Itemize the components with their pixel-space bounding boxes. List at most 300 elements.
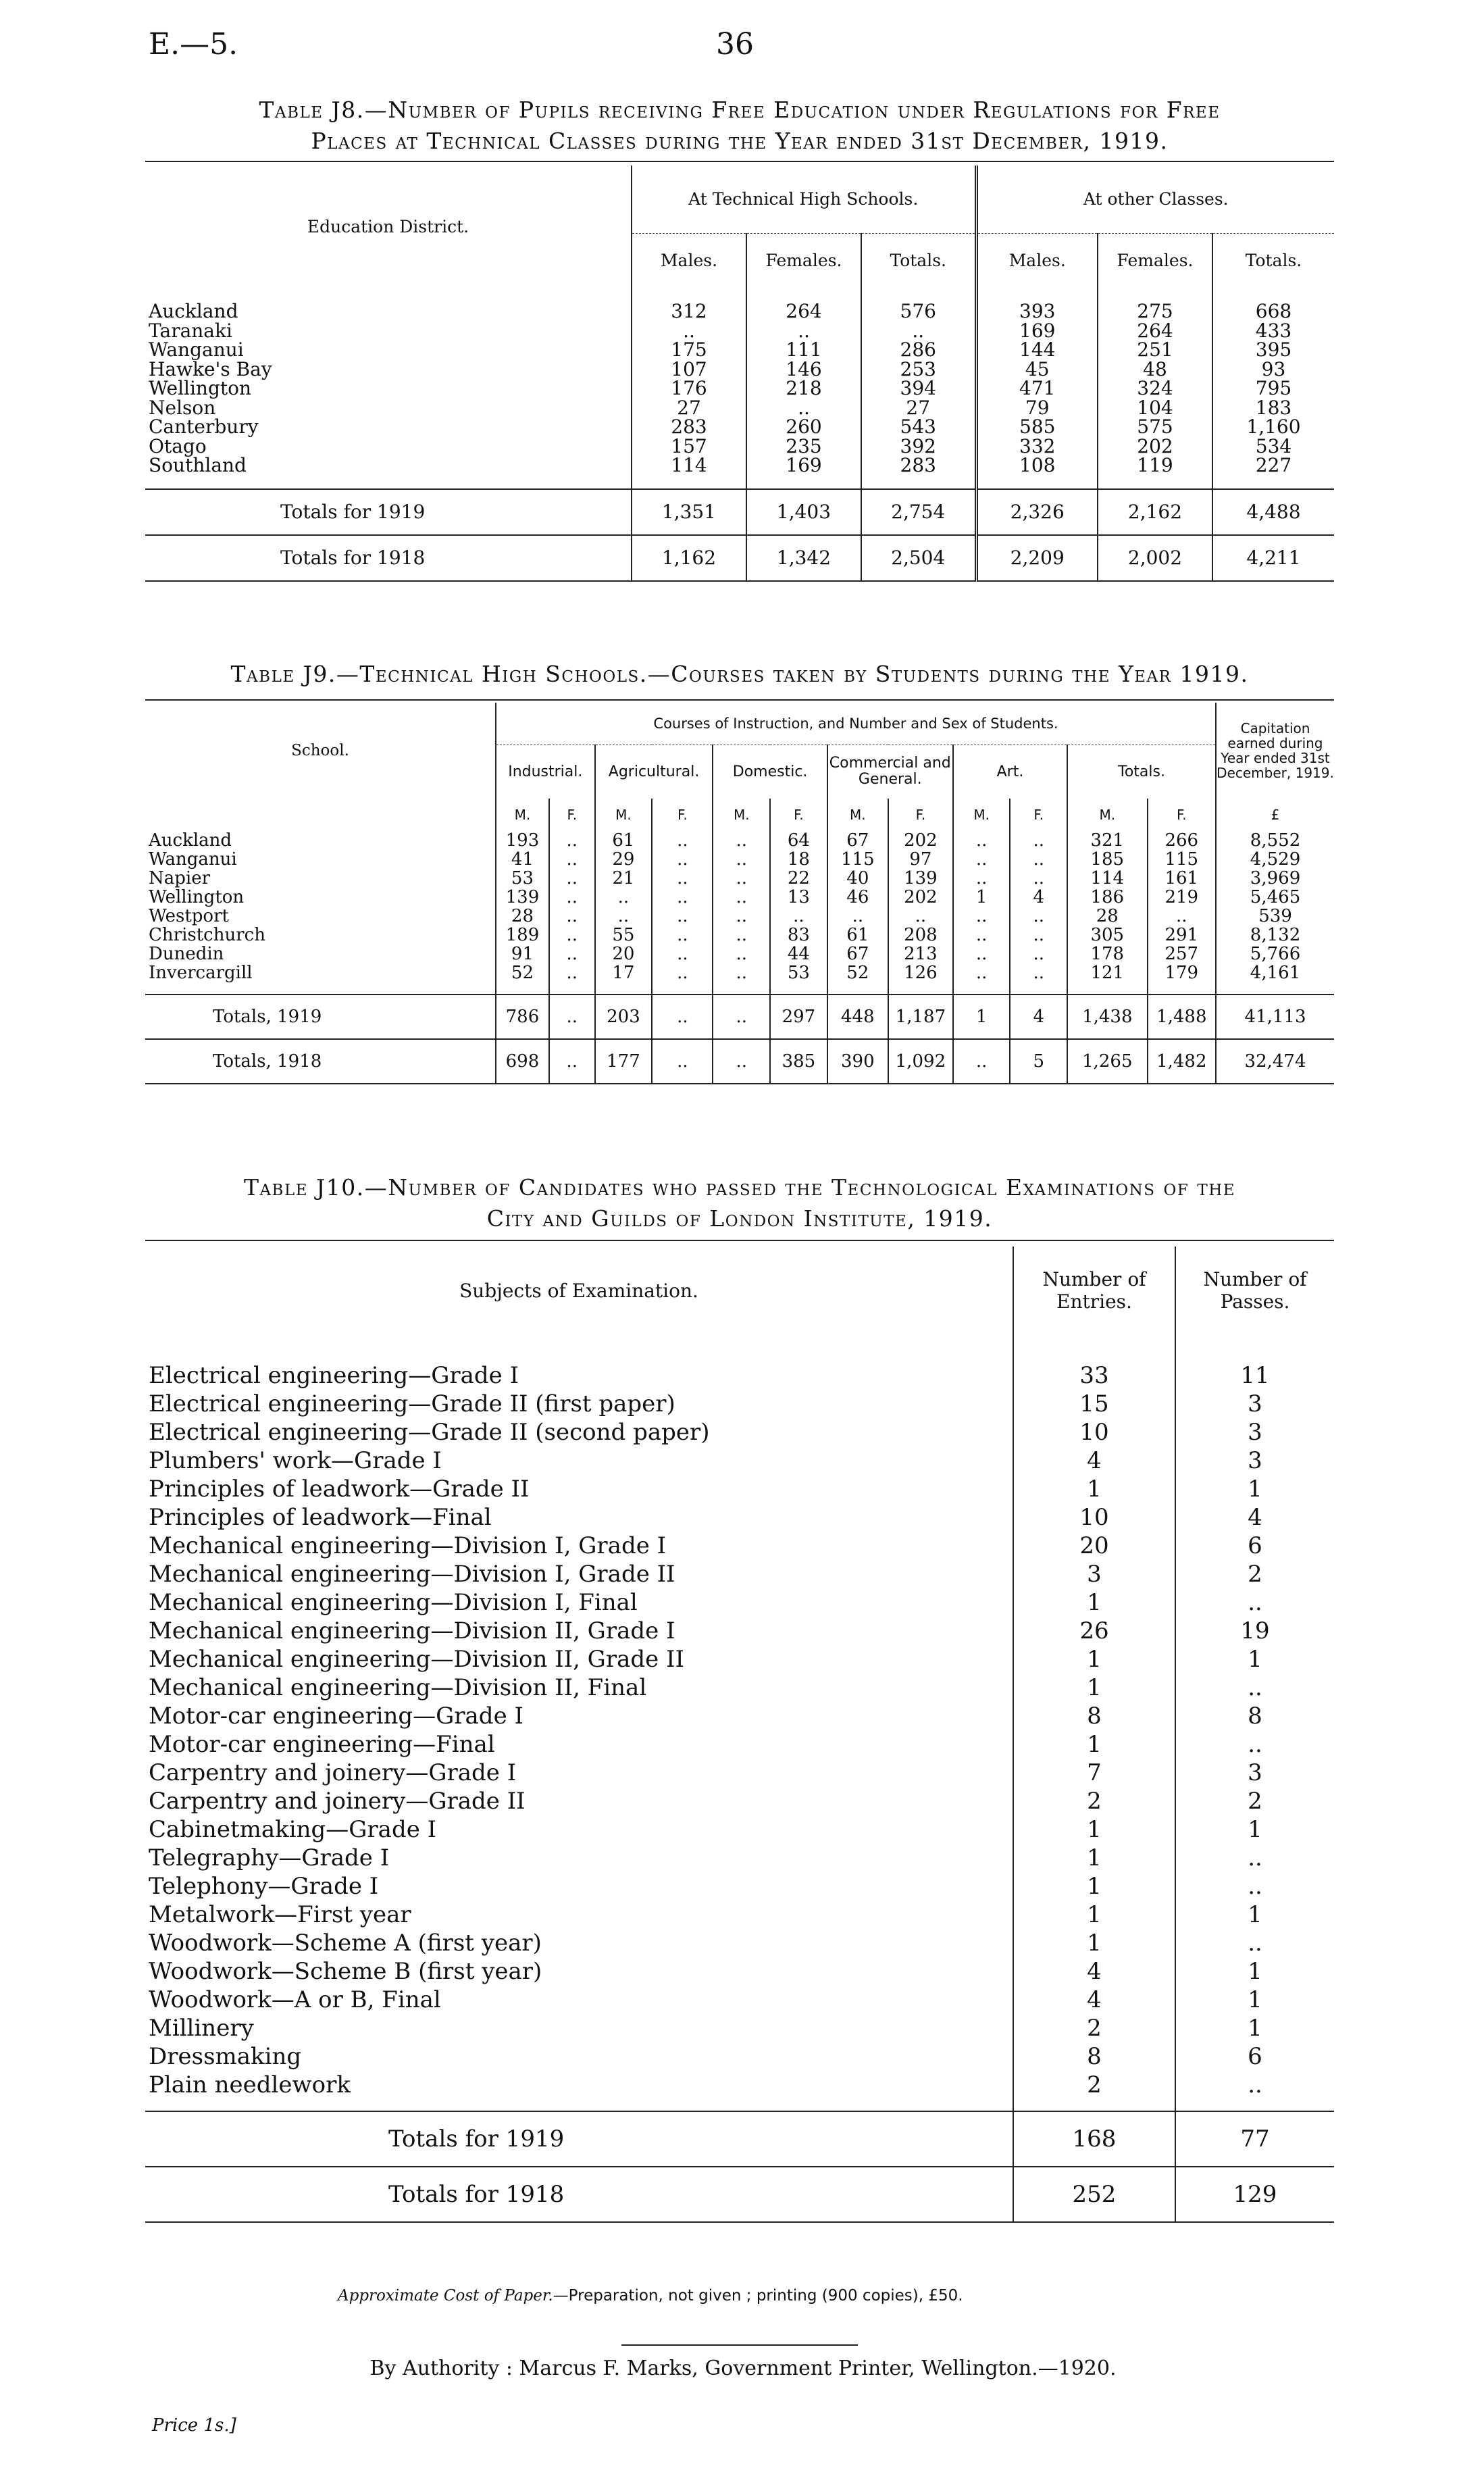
table-row [145, 1929, 1334, 1957]
j9-mf: F. [549, 799, 595, 831]
cell-value: .. [713, 831, 770, 850]
totals-row [145, 995, 1334, 1039]
cell-value: .. [549, 945, 595, 963]
cell-value: 264 [746, 302, 861, 322]
cell-value: .. [549, 907, 595, 926]
subject-name: Carpentry and joinery—Grade II [149, 1788, 526, 1815]
passes-value: .. [1175, 2071, 1334, 2099]
cell-value: 176 [632, 379, 746, 399]
school-name: Auckland [149, 830, 232, 851]
j9-mf: M. [496, 799, 549, 831]
cell-value: 208 [888, 926, 953, 945]
cell-value: .. [549, 963, 595, 982]
cell-value: 139 [888, 869, 953, 888]
cell-value: 139 [496, 888, 549, 907]
district-name: Southland [149, 454, 247, 477]
cell-value: 83 [770, 926, 827, 945]
table-j9 [145, 703, 1334, 1084]
cell-value: 121 [1067, 963, 1147, 982]
entries-value: 4 [1013, 1986, 1175, 2014]
cell-value: 28 [1067, 907, 1147, 926]
cell-value: 186 [1067, 888, 1147, 907]
cell-value: 1,351 [632, 489, 746, 535]
entries-value: 10 [1013, 1503, 1175, 1532]
table-row [145, 888, 1334, 907]
cell-value: 17 [595, 963, 653, 982]
school-name: Wanganui [149, 849, 237, 870]
j10-header-entries: Number of Entries. [1013, 1247, 1175, 1334]
cell-value: .. [953, 869, 1010, 888]
cell-value: 393 [976, 302, 1098, 322]
table-row [145, 341, 1334, 360]
entries-value: 8 [1013, 2042, 1175, 2071]
entries-value: 1 [1013, 1844, 1175, 1872]
cell-value: 13 [770, 888, 827, 907]
cell-value: 157 [632, 437, 746, 457]
table-row [145, 437, 1334, 457]
cell-value: 29 [595, 850, 653, 869]
cell-value: 283 [861, 456, 976, 476]
cell-value: .. [652, 831, 713, 850]
cell-value: 5 [1010, 1039, 1067, 1084]
passes-value: 11 [1175, 1361, 1334, 1390]
table-row [145, 2042, 1334, 2071]
subject-name: Mechanical engineering—Division II, Final [149, 1674, 647, 1701]
cell-value: 4 [1010, 995, 1067, 1039]
cell-value: .. [549, 888, 595, 907]
subject-name: Principles of leadwork—Final [149, 1504, 492, 1531]
j8-header-ths: At Technical High Schools. [632, 166, 976, 233]
table-row [145, 302, 1334, 322]
j9-mf: F. [770, 799, 827, 831]
cell-value: 2,754 [861, 489, 976, 535]
table-row [145, 1674, 1334, 1702]
cell-value: 585 [976, 418, 1098, 437]
cell-value: 575 [1098, 418, 1212, 437]
entries-value: 10 [1013, 1418, 1175, 1446]
cell-value: .. [770, 907, 827, 926]
cell-value: 115 [827, 850, 888, 869]
subject-name: Woodwork—Scheme B (first year) [149, 1958, 542, 1985]
cell-value: 21 [595, 869, 653, 888]
cell-value: .. [953, 963, 1010, 982]
table-row [145, 1986, 1334, 2014]
table-j10 [145, 1247, 1334, 2223]
subject-name: Metalwork—First year [149, 1901, 411, 1928]
cell-value: 227 [1212, 456, 1334, 476]
j8-sub-header: Females. [746, 233, 861, 287]
cell-value: 543 [861, 418, 976, 437]
cell-value: .. [652, 963, 713, 982]
passes-value: 1 [1175, 1475, 1334, 1503]
school-name: Dunedin [149, 943, 224, 964]
cell-value: 175 [632, 341, 746, 360]
table-row [145, 1418, 1334, 1446]
cell-value: 185 [1067, 850, 1147, 869]
table-j8 [145, 166, 1334, 582]
cell-value: .. [652, 926, 713, 945]
district-name: Nelson [149, 396, 216, 419]
passes-value: 1 [1175, 1645, 1334, 1674]
cell-value: .. [713, 963, 770, 982]
cell-value: 40 [827, 869, 888, 888]
cell-value: 52 [496, 963, 549, 982]
table-row [145, 379, 1334, 399]
subject-name: Telegraphy—Grade I [149, 1844, 390, 1871]
cell-value: 257 [1148, 945, 1217, 963]
entries-value: 1 [1013, 1872, 1175, 1901]
cell-value: 291 [1148, 926, 1217, 945]
cell-value: 1,187 [888, 995, 953, 1039]
cell-value: 202 [888, 888, 953, 907]
cell-value: .. [861, 322, 976, 341]
cell-value: 61 [595, 831, 653, 850]
table-row [145, 456, 1334, 476]
cell-value: 321 [1067, 831, 1147, 850]
cell-value: 4 [1010, 888, 1067, 907]
subject-name: Electrical engineering—Grade II (second paper) [149, 1419, 710, 1446]
cell-value: 146 [746, 360, 861, 380]
j8-sub-header: Totals. [861, 233, 976, 287]
cell-value: .. [713, 995, 770, 1039]
cell-value: 111 [746, 341, 861, 360]
cell-value: 213 [888, 945, 953, 963]
j9-mf: M. [1067, 799, 1147, 831]
cell-value: 22 [770, 869, 827, 888]
cell-value: 433 [1212, 322, 1334, 341]
passes-value: .. [1175, 1844, 1334, 1872]
table-row [145, 1560, 1334, 1588]
entries-value: 33 [1013, 1361, 1175, 1390]
cell-value: .. [953, 907, 1010, 926]
cell-value: .. [595, 888, 653, 907]
totals-row [145, 1039, 1334, 1084]
cell-value: 324 [1098, 379, 1212, 399]
cost-note: Approximate Cost of Paper.—Preparation, not given ; printing (900 copies), £50. [338, 2287, 963, 2305]
j9-course-header: Agricultural. [595, 745, 713, 799]
district-name: Otago [149, 434, 207, 457]
passes-value: 1 [1175, 1901, 1334, 1929]
cell-value: 1,092 [888, 1039, 953, 1084]
totals-row [145, 489, 1334, 535]
cell-value: 4,488 [1212, 489, 1334, 535]
j9-mf: F. [888, 799, 953, 831]
passes-value: 1 [1175, 1957, 1334, 1986]
cell-value: 41 [496, 850, 549, 869]
entries-value: 26 [1013, 1617, 1175, 1645]
subject-name: Electrical engineering—Grade II (first paper) [149, 1390, 675, 1417]
cell-value: .. [549, 995, 595, 1039]
j9-course-header: Art. [953, 745, 1067, 799]
passes-value: 129 [1175, 2167, 1334, 2222]
cell-value: 539 [1216, 907, 1334, 926]
cell-value: 115 [1148, 850, 1217, 869]
table-row [145, 1702, 1334, 1730]
j10-header-subject: Subjects of Examination. [459, 1279, 698, 1302]
subject-name: Mechanical engineering—Division I, Final [149, 1589, 638, 1616]
cell-value: .. [1148, 907, 1217, 926]
entries-value: 2 [1013, 2071, 1175, 2099]
cell-value: 253 [861, 360, 976, 380]
cell-value: 104 [1098, 399, 1212, 418]
table-row [145, 1645, 1334, 1674]
table-row [145, 1844, 1334, 1872]
cell-value: 5,465 [1216, 888, 1334, 907]
cell-value: 8,552 [1216, 831, 1334, 850]
cell-value: .. [549, 850, 595, 869]
entries-value: 1 [1013, 1815, 1175, 1844]
subject-name: Telephony—Grade I [149, 1873, 379, 1900]
cell-value: 1 [953, 995, 1010, 1039]
cell-value: 2,002 [1098, 535, 1212, 581]
passes-value: 1 [1175, 1815, 1334, 1844]
cell-value: 193 [496, 831, 549, 850]
cell-value: .. [1010, 963, 1067, 982]
cell-value: 4,161 [1216, 963, 1334, 982]
cell-value: 218 [746, 379, 861, 399]
j9-mf: F. [1148, 799, 1217, 831]
j9-pound: £ [1216, 799, 1334, 831]
table-row [145, 399, 1334, 418]
cell-value: 144 [976, 341, 1098, 360]
table-row [145, 945, 1334, 963]
totals-label: Totals for 1918 [280, 547, 426, 569]
table-row [145, 1815, 1334, 1844]
cell-value: 4,211 [1212, 535, 1334, 581]
cell-value: 1,342 [746, 535, 861, 581]
cell-value: 45 [976, 360, 1098, 380]
cell-value: 41,113 [1216, 995, 1334, 1039]
cell-value: 27 [632, 399, 746, 418]
entries-value: 1 [1013, 1645, 1175, 1674]
cell-value: 203 [595, 995, 653, 1039]
cell-value: 1,265 [1067, 1039, 1147, 1084]
cell-value: 91 [496, 945, 549, 963]
cell-value: 114 [1067, 869, 1147, 888]
cell-value: 1,482 [1148, 1039, 1217, 1084]
subject-name: Woodwork—Scheme A (first year) [149, 1930, 542, 1957]
cell-value: 286 [861, 341, 976, 360]
cell-value: 297 [770, 995, 827, 1039]
cell-value: .. [713, 888, 770, 907]
cell-value: .. [953, 831, 1010, 850]
district-name: Wellington [149, 377, 252, 400]
cell-value: 264 [1098, 322, 1212, 341]
subject-name: Plumbers' work—Grade I [149, 1447, 442, 1474]
cell-value: 698 [496, 1039, 549, 1084]
table-row [145, 2014, 1334, 2042]
authority-line: By Authority : Marcus F. Marks, Government Printer, Wellington.—1920. [369, 2357, 1117, 2380]
j9-header-courses: Courses of Instruction, and Number and Sex of Students. [496, 703, 1216, 745]
cell-value: 394 [861, 379, 976, 399]
entries-value: 2 [1013, 1787, 1175, 1815]
cell-value: 219 [1148, 888, 1217, 907]
totals-label: Totals, 1918 [213, 1051, 322, 1072]
cell-value: .. [1010, 850, 1067, 869]
table-row [145, 360, 1334, 380]
cell-value: .. [953, 1039, 1010, 1084]
subject-name: Motor-car engineering—Grade I [149, 1703, 523, 1730]
cell-value: .. [549, 869, 595, 888]
entries-value: 168 [1013, 2111, 1175, 2167]
entries-value: 1 [1013, 1475, 1175, 1503]
subject-name: Principles of leadwork—Grade II [149, 1476, 530, 1503]
cell-value: 161 [1148, 869, 1217, 888]
j8-sub-header: Males. [632, 233, 746, 287]
cell-value: 260 [746, 418, 861, 437]
passes-value: 6 [1175, 1532, 1334, 1560]
cell-value: 108 [976, 456, 1098, 476]
district-name: Taranaki [149, 319, 232, 342]
passes-value: 1 [1175, 2014, 1334, 2042]
cell-value: .. [713, 945, 770, 963]
cell-value: 178 [1067, 945, 1147, 963]
cell-value: 202 [1098, 437, 1212, 457]
cell-value: 1,162 [632, 535, 746, 581]
entries-value: 252 [1013, 2167, 1175, 2222]
table-row [145, 2071, 1334, 2099]
cell-value: 28 [496, 907, 549, 926]
table-row [145, 907, 1334, 926]
table-row [145, 322, 1334, 341]
cell-value: .. [652, 907, 713, 926]
j8-sub-header: Totals. [1212, 233, 1334, 287]
entries-value: 8 [1013, 1702, 1175, 1730]
cell-value: .. [652, 869, 713, 888]
entries-value: 1 [1013, 1588, 1175, 1617]
table-row [145, 418, 1334, 437]
cell-value: .. [549, 831, 595, 850]
entries-value: 2 [1013, 2014, 1175, 2042]
cell-value: .. [888, 907, 953, 926]
table-row [145, 1872, 1334, 1901]
j9-mf: M. [953, 799, 1010, 831]
j9-header-capitation: Capitation earned during Year ended 31st December, 1919. [1216, 703, 1334, 799]
entries-value: 20 [1013, 1532, 1175, 1560]
cell-value: 169 [746, 456, 861, 476]
table-row [145, 1957, 1334, 1986]
cell-value: 392 [861, 437, 976, 457]
cell-value: 251 [1098, 341, 1212, 360]
cell-value: .. [953, 945, 1010, 963]
cell-value: 2,326 [976, 489, 1098, 535]
school-name: Invercargill [149, 962, 253, 983]
j9-mf: F. [652, 799, 713, 831]
price: Price 1s.] [152, 2415, 236, 2436]
table-row [145, 1730, 1334, 1759]
subject-name: Electrical engineering—Grade I [149, 1362, 519, 1389]
table-row [145, 1787, 1334, 1815]
entries-value: 1 [1013, 1929, 1175, 1957]
cell-value: 390 [827, 1039, 888, 1084]
passes-value: 6 [1175, 2042, 1334, 2071]
cell-value: 1,438 [1067, 995, 1147, 1039]
cell-value: 114 [632, 456, 746, 476]
table-row [145, 869, 1334, 888]
subject-name: Dressmaking [149, 2043, 302, 2070]
cell-value: 177 [595, 1039, 653, 1084]
cell-value: .. [953, 926, 1010, 945]
subject-name: Plain needlework [149, 2071, 351, 2098]
cell-value: 202 [888, 831, 953, 850]
cell-value: 235 [746, 437, 861, 457]
series-number: E.—5. [149, 27, 238, 61]
cell-value: 4,529 [1216, 850, 1334, 869]
cell-value: .. [652, 945, 713, 963]
passes-value: .. [1175, 1872, 1334, 1901]
cell-value: 795 [1212, 379, 1334, 399]
cell-value: .. [827, 907, 888, 926]
school-name: Napier [149, 867, 211, 888]
cell-value: 3,969 [1216, 869, 1334, 888]
j8-sub-header: Females. [1098, 233, 1212, 287]
cell-value: .. [713, 1039, 770, 1084]
passes-value: 2 [1175, 1787, 1334, 1815]
cell-value: 2,504 [861, 535, 976, 581]
cell-value: .. [953, 850, 1010, 869]
cell-value: 53 [496, 869, 549, 888]
passes-value: 8 [1175, 1702, 1334, 1730]
cell-value: 179 [1148, 963, 1217, 982]
passes-value: .. [1175, 1588, 1334, 1617]
cell-value: 97 [888, 850, 953, 869]
subject-name: Woodwork—A or B, Final [149, 1986, 441, 2013]
j8-header-district: Education District. [307, 216, 469, 236]
totals-label: Totals, 1919 [213, 1007, 322, 1027]
cell-value: 1,403 [746, 489, 861, 535]
table-row [145, 1759, 1334, 1787]
cell-value: .. [1010, 831, 1067, 850]
cell-value: 312 [632, 302, 746, 322]
table-row [145, 1901, 1334, 1929]
cell-value: .. [595, 907, 653, 926]
table-row [145, 1588, 1334, 1617]
subject-name: Mechanical engineering—Division II, Grade II [149, 1646, 684, 1673]
entries-value: 1 [1013, 1901, 1175, 1929]
j9-course-header: Industrial. [496, 745, 595, 799]
cell-value: 305 [1067, 926, 1147, 945]
table-row [145, 1503, 1334, 1532]
cell-value: .. [713, 907, 770, 926]
table-row [145, 963, 1334, 982]
subject-name: Carpentry and joinery—Grade I [149, 1759, 517, 1786]
cell-value: 534 [1212, 437, 1334, 457]
passes-value: .. [1175, 1674, 1334, 1702]
cell-value: 266 [1148, 831, 1217, 850]
entries-value: 3 [1013, 1560, 1175, 1588]
j9-course-header: Totals. [1067, 745, 1216, 799]
table-row [145, 1390, 1334, 1418]
cell-value: 448 [827, 995, 888, 1039]
passes-value: .. [1175, 1730, 1334, 1759]
subject-name: Cabinetmaking—Grade I [149, 1816, 437, 1843]
school-name: Wellington [149, 886, 245, 907]
cell-value: 67 [827, 831, 888, 850]
table-row [145, 831, 1334, 850]
j9-course-header: Commercial and General. [827, 745, 953, 799]
cell-value: 52 [827, 963, 888, 982]
table-row [145, 1446, 1334, 1475]
table-row [145, 1617, 1334, 1645]
cell-value: 576 [861, 302, 976, 322]
cell-value: 119 [1098, 456, 1212, 476]
cell-value: .. [1010, 926, 1067, 945]
j9-mf: M. [713, 799, 770, 831]
cell-value: 27 [861, 399, 976, 418]
cell-value: .. [652, 850, 713, 869]
subject-name: Motor-car engineering—Final [149, 1731, 495, 1758]
subject-name: Mechanical engineering—Division I, Grade I [149, 1532, 667, 1559]
